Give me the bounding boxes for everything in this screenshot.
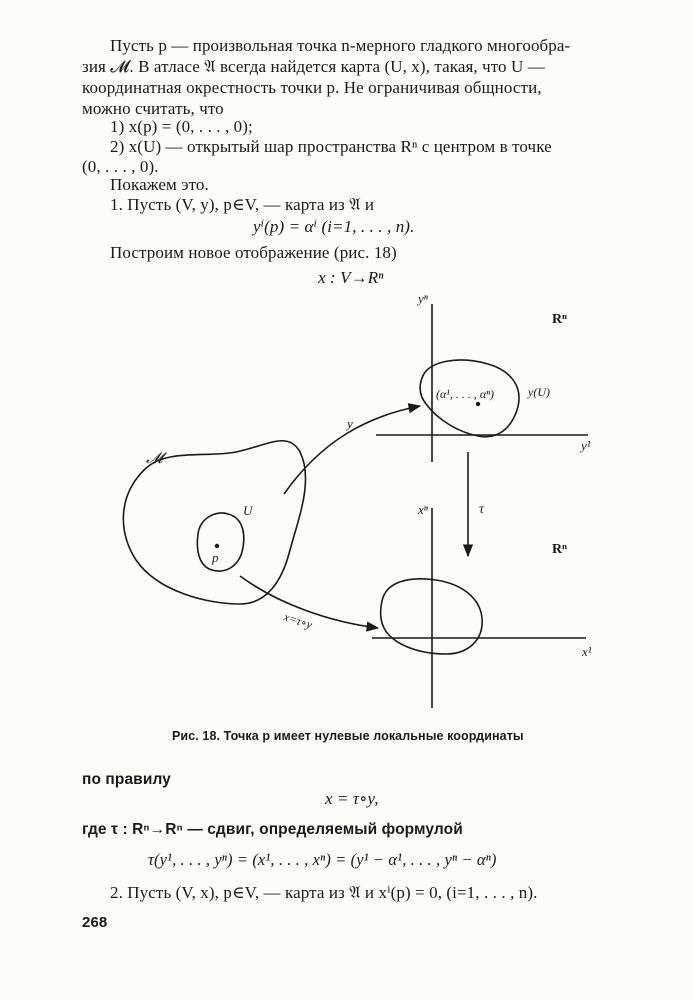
show-sentence: Покажем это. <box>110 175 209 194</box>
label-p: p <box>212 550 219 565</box>
step-2: 2. Пусть (V, x), p∈V, — карта из 𝔄 и xⁱ(p) = 0, (i=1, . . . , n). <box>110 883 538 902</box>
label-map-y: y <box>347 416 353 431</box>
condition-2-line1: 2) x(U) — открытый шар пространства Rⁿ с центром в точке <box>110 137 552 156</box>
para1-line2: зия 𝓜. В атласе 𝔄 всегда найдется карта (U, x), такая, что U — <box>82 57 545 76</box>
neighbourhood-outline <box>197 513 243 571</box>
para1-line1: Пусть p — произвольная точка n-мерного гладкого многообра- <box>110 36 571 55</box>
label-y1: y¹ <box>581 438 591 453</box>
label-yU: y(U) <box>528 385 550 399</box>
formula-shift: τ(y¹, . . . , yⁿ) = (x¹, . . . , xⁿ) = (y¹ − α¹, . . . , yⁿ − αⁿ) <box>148 850 497 869</box>
condition-2-line2: (0, . . . , 0). <box>82 157 159 176</box>
label-U: U <box>243 503 253 518</box>
label-Rn-top: Rⁿ <box>552 312 567 327</box>
label-Rn-bottom: Rⁿ <box>552 542 567 557</box>
label-yn: yⁿ <box>418 291 428 306</box>
label-map-x: x=τ∘y <box>282 609 314 632</box>
point-alpha <box>476 402 480 406</box>
label-alpha-point: (α¹, . . . , αⁿ) <box>436 387 494 401</box>
step-1: 1. Пусть (V, y), p∈V, — карта из 𝔄 и <box>110 195 375 214</box>
para1-line3: координатная окрестность точки p. Не ограничивая общности, <box>82 78 542 97</box>
page-number: 268 <box>82 914 108 931</box>
figure-caption: Рис. 18. Точка p имеет нулевые локальные координаты <box>172 729 524 743</box>
label-manifold: 𝓜 <box>146 451 163 467</box>
point-p <box>215 544 219 548</box>
tau-definition: где τ : Rⁿ→Rⁿ — сдвиг, определяемый формулой <box>82 821 463 838</box>
formula-x-map: x : V→Rⁿ <box>318 268 384 287</box>
label-xn: xⁿ <box>418 502 428 517</box>
by-rule: по правилу <box>82 771 171 788</box>
formula-y-alpha: yⁱ(p) = αⁱ (i=1, . . . , n). <box>253 217 415 236</box>
label-tau: τ <box>479 502 485 517</box>
label-x1: x¹ <box>582 644 592 659</box>
construct-sentence: Построим новое отображение (рис. 18) <box>110 243 397 262</box>
condition-1: 1) x(p) = (0, . . . , 0); <box>110 117 253 136</box>
formula-composition: x = τ∘y, <box>325 789 379 808</box>
para1-line4: можно считать, что <box>82 99 224 118</box>
